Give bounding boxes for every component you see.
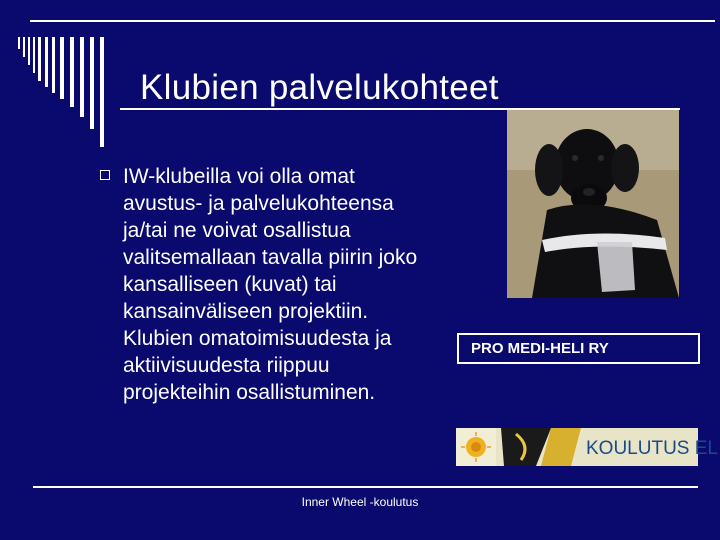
photo-caption: PRO MEDI-HELI RY (471, 340, 609, 357)
photo-caption-box (457, 333, 700, 364)
footer-text: Inner Wheel -koulutus (301, 495, 419, 509)
koulutus-banner-image (456, 428, 718, 466)
bottom-rule (33, 486, 698, 488)
bullet-text: IW-klubeilla voi olla omat avustus- ja palvelukohteensa ja/tai ne voivat osallistua valitsemallaan tavalla piirin joko kansalliseen (kuvat) tai kansainväliseen projektiin. Klubien omatoimisuudesta ja aktiivisuudesta riippuu projekteihin osallistuminen. (123, 165, 418, 404)
decorative-stripes (18, 37, 118, 147)
banner-text: KOULUTUS EL (586, 438, 718, 459)
slide-title: Klubien palvelukohteet (140, 68, 499, 107)
top-rule (30, 20, 715, 22)
bullet-item (100, 163, 430, 406)
square-bullet-icon (100, 170, 110, 180)
guide-dog-photo (507, 110, 679, 298)
